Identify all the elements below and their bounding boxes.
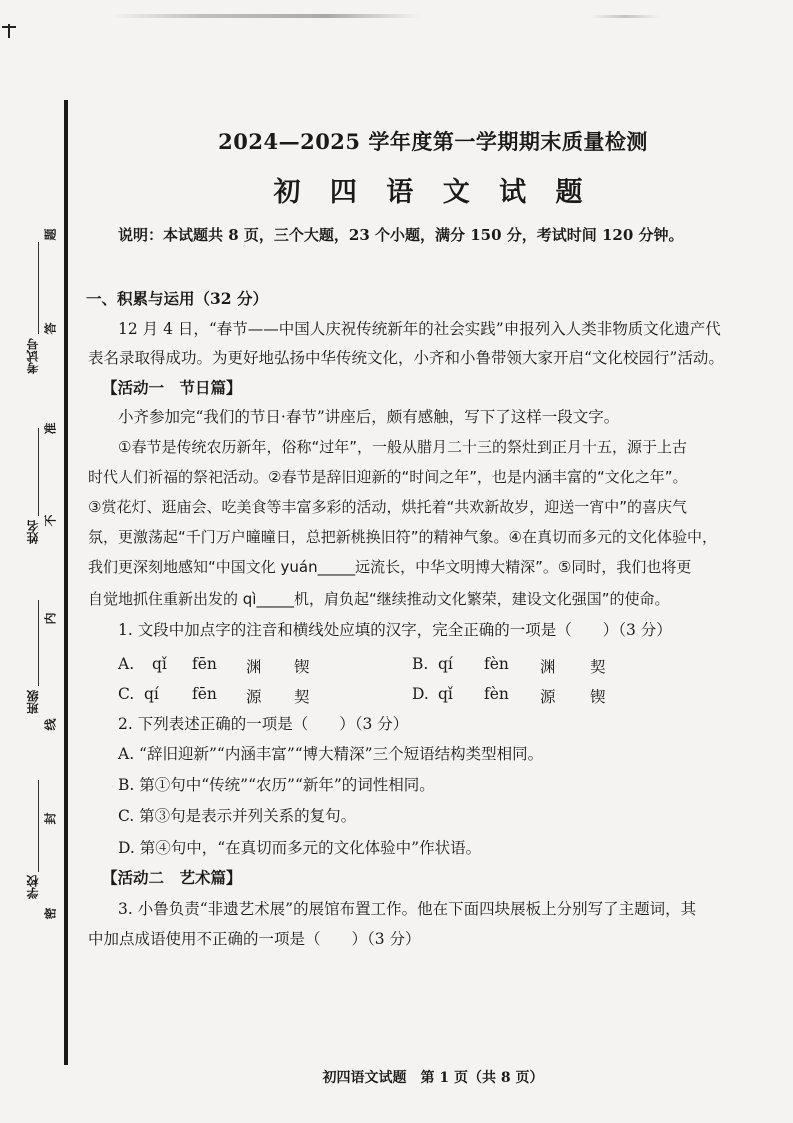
option-pinyin: qǐ xyxy=(438,685,453,703)
class-blank xyxy=(38,600,39,686)
passage-line: ①春节是传统农历新年，俗称“过年”，一般从腊月二十三的祭灶到正月十五，源于上古 xyxy=(118,438,687,456)
seal-char: 线 xyxy=(43,718,58,731)
option-pinyin: qí xyxy=(438,655,453,673)
option-label: C. xyxy=(118,685,135,703)
scan-artifact xyxy=(590,15,660,18)
exam-number-blank xyxy=(38,242,39,334)
option-char: 契 xyxy=(294,688,310,706)
seal-char: 准 xyxy=(43,422,58,435)
exam-subtitle: 初 四 语 文 试 题 xyxy=(273,177,593,208)
option-pinyin: fēn xyxy=(192,655,217,673)
class-label: 班级 xyxy=(26,690,40,714)
question-stem: 3. 小鲁负责“非遗艺术展”的展馆布置工作。他在下面四块展板上分别写了主题词，其 xyxy=(118,900,697,918)
crop-mark xyxy=(2,24,16,38)
activity-intro: 小齐参加完“我们的节日·春节”讲座后，颇有感触，写下了这样一段文字。 xyxy=(118,408,620,426)
option-char: 源 xyxy=(540,688,556,706)
option-char: 渊 xyxy=(246,658,262,676)
name-label: 姓名 xyxy=(26,520,40,544)
instructions: 说明：本试题共 8 页，三个大题，23 个小题，满分 150 分，考试时间 120 分钟。 xyxy=(118,226,684,244)
school-blank xyxy=(38,780,39,872)
section-heading: 一、积累与运用（32 分） xyxy=(86,289,268,308)
option-char: 锲 xyxy=(294,658,310,676)
question-stem: 2. 下列表述正确的一项是（ ）（3 分） xyxy=(118,715,409,733)
seal-char: 密 xyxy=(43,907,58,920)
question-stem: 中加点成语使用不正确的一项是（ ）（3 分） xyxy=(88,930,421,948)
activity-heading: 【活动一 节日篇】 xyxy=(102,378,242,397)
seal-char: 题 xyxy=(43,228,58,241)
scan-artifact xyxy=(110,14,420,18)
binding-line xyxy=(64,100,68,1065)
passage-line: 我们更深刻地感知“中国文化 yuán_____远流长，中华文明博大精深”。⑤同时，我们也将更 xyxy=(88,558,692,576)
passage-line: 氛，更激荡起“千门万户曈曈日，总把新桃换旧符”的精神气象。④在真切而多元的文化体验中， xyxy=(88,528,717,546)
seal-char: 答 xyxy=(43,322,58,335)
intro-line: 12 月 4 日，“春节——中国人庆祝传统新年的社会实践”申报列入人类非物质文化遗产代 xyxy=(118,320,721,338)
seal-char: 内 xyxy=(43,612,58,625)
option-char: 契 xyxy=(590,658,606,676)
passage-line: 时代人们祈福的祭祀活动。②春节是辞旧迎新的“时间之年”，也是内涵丰富的“文化之年”。 xyxy=(88,468,688,486)
answer-option: D. 第④句中，“在真切而多元的文化体验中”作状语。 xyxy=(118,839,482,857)
answer-option: B. 第①句中“传统”“农历”“新年”的词性相同。 xyxy=(118,776,435,794)
seal-char: 封 xyxy=(43,812,58,825)
intro-line: 表名录取得成功。为更好地弘扬中华传统文化，小齐和小鲁带领大家开启“文化校园行”活动。 xyxy=(88,349,724,367)
option-label: D. xyxy=(412,685,429,703)
option-pinyin: qǐ xyxy=(152,655,167,673)
passage-line: ③赏花灯、逛庙会、吃美食等丰富多彩的活动，烘托着“共欢新故岁，迎送一宵中”的喜庆气 xyxy=(88,498,687,516)
question-stem: 1. 文段中加点字的注音和横线处应填的汉字，完全正确的一项是（ ）（3 分） xyxy=(118,621,672,639)
name-blank xyxy=(38,428,39,516)
option-label: B. xyxy=(412,655,429,673)
option-pinyin: fèn xyxy=(484,685,509,703)
passage-line: 自觉地抓住重新出发的 qì_____机，肩负起“继续推动文化繁荣，建设文化强国”的使命。 xyxy=(88,590,670,608)
activity-heading: 【活动二 艺术篇】 xyxy=(102,868,242,887)
option-pinyin: fēn xyxy=(192,685,217,703)
option-char: 渊 xyxy=(540,658,556,676)
page-footer: 初四语文试题 第 1 页（共 8 页） xyxy=(322,1070,544,1086)
exam-number-label: 考试号 xyxy=(26,338,40,374)
option-char: 锲 xyxy=(590,688,606,706)
seal-char: 不 xyxy=(43,514,58,527)
exam-title: 2024—2025 学年度第一学期期末质量检测 xyxy=(218,129,648,154)
school-label: 学校 xyxy=(26,875,40,899)
answer-option: C. 第③句是表示并列关系的复句。 xyxy=(118,807,357,825)
option-pinyin: fèn xyxy=(484,655,509,673)
option-label: A. xyxy=(118,655,135,673)
answer-option: A. “辞旧迎新”“内涵丰富”“博大精深”三个短语结构类型相同。 xyxy=(118,745,544,763)
option-pinyin: qí xyxy=(144,685,159,703)
option-char: 源 xyxy=(246,688,262,706)
